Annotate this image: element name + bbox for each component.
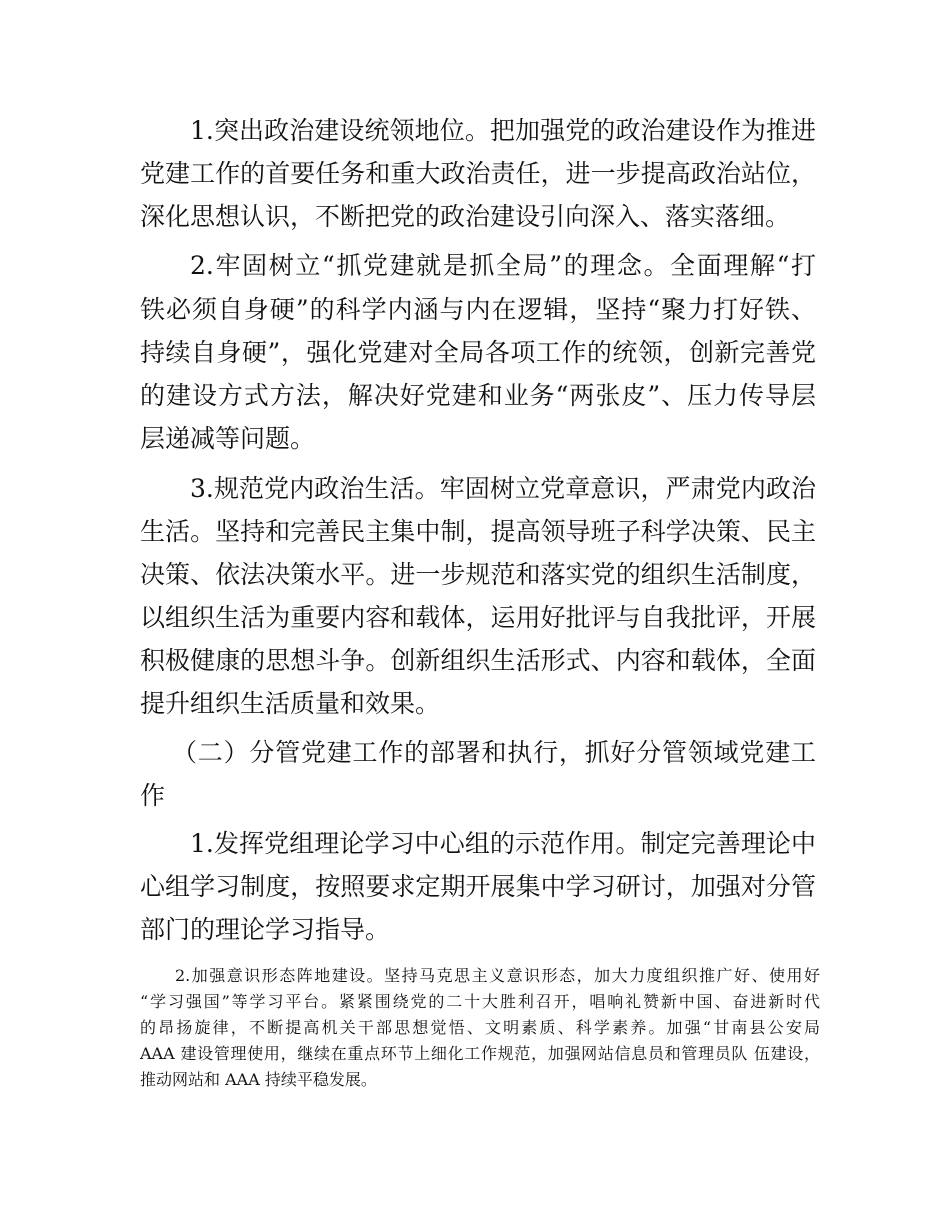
text-line: 心组学习制度，按照要求定期开展集中学习研讨，加强对分管 xyxy=(140,872,816,901)
text-line: 深化思想认识，不断把党的政治建设引向深入、落实落细。 xyxy=(140,202,791,231)
text-line: 层递减等问题。 xyxy=(140,424,316,453)
text-line: 1.发挥党组理论学习中心组的示范作用。制定完善理论中 xyxy=(190,829,816,858)
text-line: 的昂扬旋律，不断提高机关干部思想觉悟、文明素质、科学素养。加强“甘南县公安局 xyxy=(140,1018,820,1037)
text-line: 提升组织生活质量和效果。 xyxy=(140,689,441,718)
text-line: “学习强国”等学习平台。紧紧围绕党的二十大胜利召开，唱响礼赞新中国、奋进新时代 xyxy=(140,992,820,1011)
text-line: 持续自身硬”，强化党建对全局各项工作的统领，创新完善党 xyxy=(140,338,816,367)
text-line: 2.加强意识形态阵地建设。坚持马克思主义意识形态，加大力度组织推广好、使用好 xyxy=(175,966,820,985)
text-line: 党建工作的首要任务和重大政治责任，进一步提高政治站位， xyxy=(140,159,816,188)
text-line: 积极健康的思想斗争。创新组织生活形式、内容和载体，全面 xyxy=(140,646,816,675)
text-line: 的建设方式方法，解决好党建和业务“两张皮”、压力传导层 xyxy=(140,381,816,410)
text-line: 以组织生活为重要内容和载体，运用好批评与自我批评，开展 xyxy=(140,603,816,632)
text-line: （二）分管党建工作的部署和执行，抓好分管领域党建工 xyxy=(172,738,816,767)
text-line: 2.牢固树立“抓党建就是抓全局”的理念。全面理解“打 xyxy=(190,251,816,280)
text-line: 决策、依法决策水平。进一步规范和落实党的组织生活制度， xyxy=(140,560,816,589)
text-line: 部门的理论学习指导。 xyxy=(140,915,391,944)
text-line: 1.突出政治建设统领地位。把加强党的政治建设作为推进 xyxy=(190,116,816,145)
text-line: 生活。坚持和完善民主集中制，提高领导班子科学决策、民主 xyxy=(140,517,816,546)
text-line: AAA 建设管理使用，继续在重点环节上细化工作规范，加强网站信息员和管理员队 伍建设， xyxy=(140,1044,820,1063)
text-line: 推动网站和 AAA 持续平稳发展。 xyxy=(140,1070,377,1089)
text-line: 作 xyxy=(140,781,166,810)
text-line: 3.规范党内政治生活。牢固树立党章意识，严肃党内政治 xyxy=(190,474,816,503)
text-line: 铁必须自身硬”的科学内涵与内在逻辑，坚持“聚力打好铁、 xyxy=(140,295,816,324)
